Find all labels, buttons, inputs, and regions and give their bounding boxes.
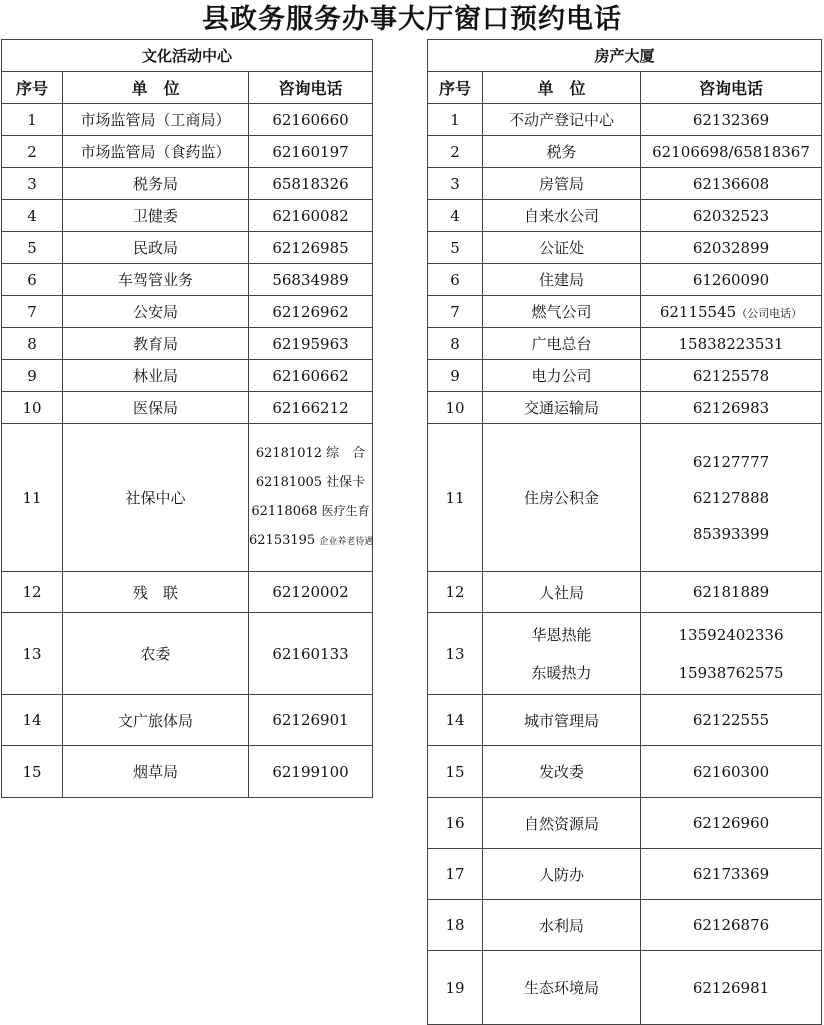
row-number: 19 [428, 951, 483, 1025]
phone-number: 62032523 [641, 200, 822, 232]
table-row [2, 746, 373, 798]
table-row [428, 232, 822, 264]
table-row [2, 424, 373, 572]
table-row [428, 136, 822, 168]
row-number: 14 [2, 695, 63, 746]
table-row [428, 104, 822, 136]
phone-number: 62181889 [641, 572, 822, 613]
unit-name: 电力公司 [483, 360, 641, 392]
phone-number: 62122555 [641, 695, 822, 746]
phone-number: 62126901 [249, 695, 373, 746]
unit-name: 社保中心 [63, 424, 249, 572]
unit-name: 住建局 [483, 264, 641, 296]
column-header-row [2, 72, 373, 104]
unit-name: 农委 [63, 613, 249, 695]
unit-name: 教育局 [63, 328, 249, 360]
table-row [428, 951, 822, 1025]
table-row [428, 168, 822, 200]
building-name: 文化活动中心 [2, 40, 373, 72]
phone-line: 62127777 [692, 452, 770, 471]
phone-number: 62115545（公司电话） [641, 296, 822, 328]
phone-number: 62195963 [249, 328, 373, 360]
row-number: 9 [428, 360, 483, 392]
unit-name: 自然资源局 [483, 798, 641, 849]
phone-line: 15938762575 [678, 663, 784, 682]
unit-name: 住房公积金 [483, 424, 641, 572]
phone-number: 62126876 [641, 900, 822, 951]
table-row [2, 695, 373, 746]
unit-name: 公安局 [63, 296, 249, 328]
row-number: 1 [2, 104, 63, 136]
unit-name: 林业局 [63, 360, 249, 392]
phone-list [641, 613, 822, 695]
row-number: 5 [2, 232, 63, 264]
row-number: 4 [2, 200, 63, 232]
phone-number: 61260090 [641, 264, 822, 296]
phone-list [249, 424, 373, 572]
phone-line: 62127888 [692, 488, 770, 507]
unit-name: 自来水公司 [483, 200, 641, 232]
phone-number: 62166212 [249, 392, 373, 424]
phone-line: 62181005 社保卡 [255, 474, 366, 490]
col-phone-header: 咨询电话 [641, 72, 822, 104]
column-header-row [428, 72, 822, 104]
page-title: 县政务服务办事大厅窗口预约电话 [202, 4, 622, 35]
row-number: 1 [428, 104, 483, 136]
row-number: 10 [428, 392, 483, 424]
unit-name: 人防办 [483, 849, 641, 900]
phone-line: 62153195 企业养老待遇 [249, 532, 374, 548]
row-number: 9 [2, 360, 63, 392]
phone-number: 62125578 [641, 360, 822, 392]
phone-number: 62132369 [641, 104, 822, 136]
row-number: 4 [428, 200, 483, 232]
unit-list [483, 613, 641, 695]
phone-number: 62160133 [249, 613, 373, 695]
unit-name: 燃气公司 [483, 296, 641, 328]
unit-name: 市场监管局（工商局） [63, 104, 249, 136]
table-row [428, 328, 822, 360]
table-row [428, 798, 822, 849]
row-number: 3 [2, 168, 63, 200]
row-number: 6 [428, 264, 483, 296]
phone-note: （公司电话） [736, 306, 803, 320]
row-number: 14 [428, 695, 483, 746]
row-number: 6 [2, 264, 63, 296]
unit-name: 税务 [483, 136, 641, 168]
building-name: 房产大厦 [428, 40, 822, 72]
table-row [2, 136, 373, 168]
unit-name: 发改委 [483, 746, 641, 798]
phone-line: 62118068 医疗生育 [251, 503, 370, 519]
table-row [428, 296, 822, 328]
table-row [428, 200, 822, 232]
phone-list [641, 424, 822, 572]
table-row [2, 232, 373, 264]
phone-number: 62126985 [249, 232, 373, 264]
table-row [428, 613, 822, 695]
unit-name: 烟草局 [63, 746, 249, 798]
phone-number: 62120002 [249, 572, 373, 613]
col-no-header: 序号 [428, 72, 483, 104]
phone-number: 62032899 [641, 232, 822, 264]
unit-name: 华恩热能 [531, 625, 592, 644]
row-number: 15 [2, 746, 63, 798]
row-number: 12 [428, 572, 483, 613]
col-unit-header: 单 位 [483, 72, 641, 104]
phone-number: 62199100 [249, 746, 373, 798]
table-row [2, 572, 373, 613]
table-row [428, 849, 822, 900]
table-row [428, 746, 822, 798]
row-number: 18 [428, 900, 483, 951]
table-row [428, 360, 822, 392]
table-row [428, 264, 822, 296]
unit-name: 残 联 [63, 572, 249, 613]
row-number: 12 [2, 572, 63, 613]
unit-name: 东暖热力 [531, 663, 592, 682]
row-number: 2 [2, 136, 63, 168]
phone-number: 62173369 [641, 849, 822, 900]
unit-name: 文广旅体局 [63, 695, 249, 746]
table-row [2, 613, 373, 695]
unit-name: 市场监管局（食药监） [63, 136, 249, 168]
building-header-row [428, 40, 822, 72]
col-no-header: 序号 [2, 72, 63, 104]
table-row [2, 200, 373, 232]
phone-line: 85393399 [692, 524, 770, 543]
table-row [2, 328, 373, 360]
phone-number: 62160082 [249, 200, 373, 232]
left-directory-table [1, 39, 373, 798]
table-row [2, 168, 373, 200]
col-phone-header: 咨询电话 [249, 72, 373, 104]
row-number: 16 [428, 798, 483, 849]
table-row [428, 572, 822, 613]
phone-number: 56834989 [249, 264, 373, 296]
table-row [428, 695, 822, 746]
phone-number: 62106698/65818367 [641, 136, 822, 168]
phone-line: 13592402336 [678, 625, 784, 644]
unit-name: 不动产登记中心 [483, 104, 641, 136]
unit-name: 城市管理局 [483, 695, 641, 746]
table-row [428, 392, 822, 424]
phone-number: 62126983 [641, 392, 822, 424]
phone-number: 65818326 [249, 168, 373, 200]
phone-number: 62126962 [249, 296, 373, 328]
phone-number: 62160662 [249, 360, 373, 392]
right-directory-table [427, 39, 822, 1025]
unit-name: 房管局 [483, 168, 641, 200]
phone-number: 62126960 [641, 798, 822, 849]
row-number: 10 [2, 392, 63, 424]
phone-number: 62160300 [641, 746, 822, 798]
unit-name: 税务局 [63, 168, 249, 200]
row-number: 3 [428, 168, 483, 200]
table-row [2, 104, 373, 136]
unit-name: 车驾管业务 [63, 264, 249, 296]
phone-number: 15838223531 [641, 328, 822, 360]
row-number: 15 [428, 746, 483, 798]
phone-line: 62181012 综 合 [255, 445, 366, 461]
phone-number: 62160660 [249, 104, 373, 136]
unit-name: 广电总台 [483, 328, 641, 360]
row-number: 11 [2, 424, 63, 572]
row-number: 8 [2, 328, 63, 360]
unit-name: 水利局 [483, 900, 641, 951]
row-number: 7 [428, 296, 483, 328]
row-number: 13 [428, 613, 483, 695]
col-unit-header: 单 位 [63, 72, 249, 104]
row-number: 13 [2, 613, 63, 695]
phone-number: 62160197 [249, 136, 373, 168]
table-row [428, 424, 822, 572]
building-header-row [2, 40, 373, 72]
unit-name: 医保局 [63, 392, 249, 424]
table-row [2, 360, 373, 392]
row-number: 17 [428, 849, 483, 900]
unit-name: 生态环境局 [483, 951, 641, 1025]
unit-name: 民政局 [63, 232, 249, 264]
unit-name: 交通运输局 [483, 392, 641, 424]
row-number: 7 [2, 296, 63, 328]
table-row [2, 392, 373, 424]
unit-name: 公证处 [483, 232, 641, 264]
phone-number: 62136608 [641, 168, 822, 200]
row-number: 5 [428, 232, 483, 264]
row-number: 2 [428, 136, 483, 168]
table-row [2, 264, 373, 296]
unit-name: 人社局 [483, 572, 641, 613]
table-row [428, 900, 822, 951]
row-number: 11 [428, 424, 483, 572]
table-row [2, 296, 373, 328]
row-number: 8 [428, 328, 483, 360]
unit-name: 卫健委 [63, 200, 249, 232]
phone-number: 62126981 [641, 951, 822, 1025]
